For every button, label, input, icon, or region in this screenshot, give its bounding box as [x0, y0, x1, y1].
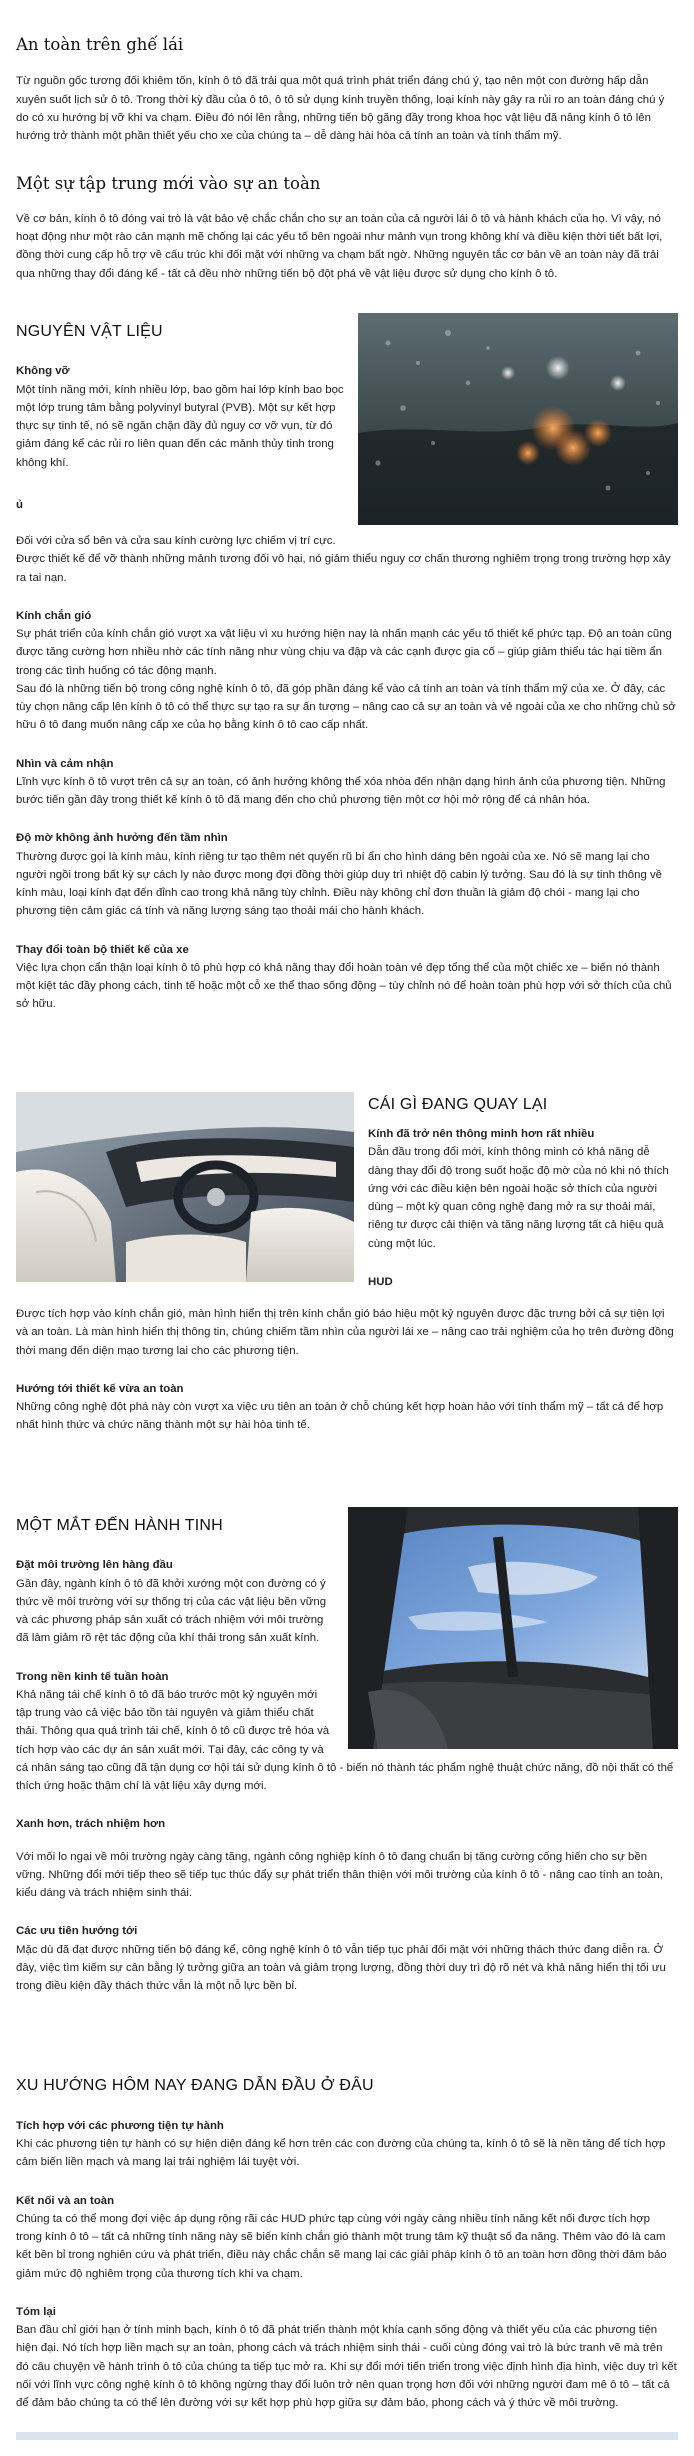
planet-item-heading: Đặt môi trường lên hàng đầu — [16, 1559, 173, 1572]
trends-item-heading: Kết nối và an toàn — [16, 2194, 115, 2207]
back-item-text: Những công nghệ đột phá này còn vượt xa việc ưu tiên an toàn ở chỗ chúng kết hợp hoàn hảo với tính thẩm mỹ – tất cả để hợp nhất hình thức và chức năng thành một sự hài hòa tinh tế. — [16, 1401, 664, 1432]
focus-title: Một sự tập trung mới vào sự an toàn — [16, 174, 321, 194]
trends-item-text: Khi các phương tiện tự hành có sự hiện diện đáng kể hơn trên các con đường của chúng ta, kính ô tô sẽ là nền tảng để tích hợp cảm biến liền mạch và mang lại trải nghiệm lái tuyệt vời. — [16, 2138, 666, 2169]
back-item-heading: Kính đã trở nên thông minh hơn rất nhiều — [368, 1128, 595, 1141]
back-item — [16, 1273, 678, 1360]
planet-item-heading: Các ưu tiên hướng tới — [16, 1925, 138, 1938]
materials-item — [16, 829, 678, 920]
materials-item-heading: Nhìn và cảm nhận — [16, 757, 114, 770]
trends-section — [16, 2073, 678, 2412]
planet-item-text: Với mối lo ngại về môi trường ngày càng tăng, ngành công nghiệp kính ô tô đang chuẩn bị tăng cường cống hiến cho sự bền vững. Những đổi mới tiếp theo sẽ tiếp tục thúc đẩy sự phát triển thân thiện với môi trường của kính ô tô - nâng cao tính an toàn, kiểu dáng và trách nhiệm sinh thái. — [16, 1850, 663, 1900]
trends-item — [16, 2117, 678, 2172]
trends-item-text: Chúng ta có thể mong đợi việc áp dụng rộng rãi các HUD phức tạp cùng với ngày càng nhiều tính năng kết nối được tích hợp trong kính ô tô – tất cả những tính năng này sẽ biến kính chắn gió thành một trung tâm kỹ thuật số đa năng. Thêm vào đó là cam kết bền bỉ trong nghiên cứu và phát triển, điều này chắc chắn sẽ mang lại các giải pháp kính ô tô an toàn hơn đồng thời đảm bảo giảm mức độ nghiêm trọng của thương tích khi va chạm. — [16, 2212, 667, 2280]
trends-item-text: Ban đầu chỉ giới hạn ở tính minh bạch, kính ô tô đã phát triển thành một khía cạnh sống động và thiết yếu của các phương tiện hiện đại. Nó tích hợp liền mạch sự an toàn, phong cách và trách nhiệm sinh thái - cuối cùng đóng vai trò là bức tranh vẽ mà trên đó câu chuyện về hành trình ô tô của chúng ta tiếp tục mở ra. Khi sự đổi mới tiến triển trong việc định hình địa hình, việc duy trì kết nối với lĩnh vực công nghệ kính ô tô không ngừng thay đổi luôn trở nên quan trọng hơn đối với những người đam mê ô tô – tất cả để đảm bảo chúng ta có thể lên đường với sự kết hợp phù hợp giữa sự đảm bảo, phong cách và ý thức về môi trường. — [16, 2324, 677, 2410]
materials-item — [16, 755, 678, 810]
materials-item-text-2: Sau đó là những tiến bộ trong công nghệ kính ô tô, đã góp phần đáng kể vào cả tính an toàn và tính thẩm mỹ của xe. Ở đây, các tùy chọn nâng cấp lên kính ô tô có thể thực sự tạo ra sự ấn tượng – nâng cao cả sự an toàn và vẻ ngoài của xe cho những chủ sở hữu ô tô đang muốn nâng cấp xe của họ bằng kính ô tô cao cấp nhất. — [16, 682, 676, 732]
focus-paragraph: Về cơ bản, kính ô tô đóng vai trò là vật bảo vệ chắc chắn cho sự an toàn của cả người lái ô tô và hành khách của họ. Vì vậy, nó hoạt động như một rào cản mạnh mẽ chống lại các yếu tố bên ngoài như mảnh vụn trong không khí và điều kiện thời tiết bất lợi, đồng thời cung cấp hỗ trợ về cấu trúc khi đối mặt với những va chạm bất ngờ. Những nguyên tắc cơ bản về an toàn này đã trải qua những thay đổi đáng kể - tất cả đều nhờ những tiến bộ đột phá về vật liệu được sử dụng cho kính ô tô. — [16, 212, 663, 280]
back-item-heading: HUD — [368, 1275, 393, 1288]
planet-item — [16, 1922, 678, 1995]
materials-item-heading: Thay đổi toàn bộ thiết kế của xe — [16, 943, 189, 956]
planet-title: MỘT MẮT ĐẾN HÀNH TINH — [16, 1516, 223, 1534]
planet-item — [16, 1815, 678, 1902]
materials-section — [16, 319, 678, 1014]
materials-item-heading: Kính chắn gió — [16, 609, 92, 622]
trends-item — [16, 2303, 678, 2413]
trends-item-heading: Tích hợp với các phương tiện tự hành — [16, 2119, 224, 2132]
materials-item-text: Sự phát triển của kính chắn gió vượt xa vật liệu vì xu hướng hiện nay là nhấn mạnh các yếu tố thiết kế phức tạp. Độ an toàn cũng được tăng cường hơn nhiều nhờ các tính năng như vùng chịu va đập và các cạnh được gia cố – giúp giảm thiểu tác hại tiềm ẩn trong các tình huống có tác động mạnh. — [16, 628, 672, 677]
planet-item-text: Khả năng tái chế kính ô tô đã báo trước một kỷ nguyên mới tập trung vào cả việc bảo tồn tài nguyên và giảm thiểu chất thải. Thông qua quá trình tái chế, kính ô tô cũ được trẻ hóa và tích hợp vào các dự án sản xuất mới. Tại đây, các công ty và cá nhân sáng tạo cũng đã tận dụng cơ hội tái sử dụng kính ô tô - biến nó thành tác phẩm nghệ thuật chức năng, đồ nội thất có thể thích ứng hoặc thậm chí là vật liệu xây dựng mới. — [16, 1688, 674, 1793]
materials-item-heading: ủ — [16, 498, 23, 511]
materials-item — [16, 941, 678, 1014]
materials-item-text: Lĩnh vực kính ô tô vượt trên cả sự an toàn, có ảnh hưởng không thể xóa nhòa đến nhận dạng hình ảnh của phương tiện. Những bước tiến gần đây trong thiết kế kính ô tô đã mang đến cho chủ phương tiện một cơ hội mở rộng để cá nhân hóa. — [16, 775, 666, 807]
planet-item-text: Mặc dù đã đạt được những tiến bộ đáng kể, công nghệ kính ô tô vẫn tiếp tục phải đối mặt với những thách thức đang diễn ra. Ở đây, việc tìm kiếm sự cân bằng lý tưởng giữa an toàn và giảm trọng lượng, đồng thời duy trì độ rõ nét và khả năng hiển thị tối ưu trong điều kiện đầy thách thức vẫn là một nỗ lực bền bỉ. — [16, 1943, 666, 1993]
back-item-text: Dẫn đầu trong đổi mới, kính thông minh có khả năng dễ dàng thay đổi độ trong suốt hoặc độ mờ của nó khi nó thích ứng với các điều kiện bên ngoài hoặc sở thích của người dùng – một kỳ quan công nghệ đang mở ra sự thoải mái, riêng tư được cải thiện và tăng năng lượng tất cả hiệu quả cùng một lúc. — [368, 1146, 669, 1250]
materials-item-heading: Không vỡ — [16, 365, 70, 378]
materials-title: NGUYÊN VẬT LIỆU — [16, 322, 163, 340]
intro-title: An toàn trên ghế lái — [16, 35, 184, 54]
materials-item-text: Một tính năng mới, kính nhiều lớp, bao gồm hai lớp kính bao bọc một lớp trung tâm bằng polyvinyl butyral (PVB). Một sự kết hợp thực sự tinh tế, nó sẽ ngăn chặn đầy đủ nguy cơ vỡ vụn, từ đó giảm đáng kể các rủi ro liên quan đến các mảnh thủy tinh trong không khí. — [16, 383, 344, 469]
footer-divider — [16, 2432, 678, 2440]
back-section — [16, 1092, 678, 1435]
panoramic-sunroof-image — [348, 1507, 678, 1749]
back-item-heading: Hướng tới thiết kế vừa an toàn — [16, 1382, 184, 1395]
back-item-text: Được tích hợp vào kính chắn gió, màn hình hiển thị trên kính chắn gió báo hiệu một kỷ nguyên được đặc trưng bởi cả sự tiện lợi và an toàn. Là màn hình hiển thị thông tin, chúng chiếm tầm nhìn của người lái xe – nâng cao trải nghiệm của họ trên đường đồng thời mang đến diện mạo tương lai cho các phương tiện. — [16, 1308, 674, 1357]
planet-item-heading: Xanh hơn, trách nhiệm hơn — [16, 1818, 166, 1831]
materials-item — [16, 607, 678, 735]
intro-paragraph: Từ nguồn gốc tương đối khiêm tốn, kính ô tô đã trải qua một quá trình phát triển đáng chú ý, tạo nên một con đường hấp dẫn xuyên suốt lịch sử ô tô. Trong thời kỳ đầu của ô tô, ô tô sử dụng kính truyền thống, loại kính này gây ra rủi ro an toàn đáng chú ý do có xu hướng bị vỡ khi va chạm. Điều đó nói lên rằng, những tiến bộ găng đầy trong khoa học vật liệu đã nâng kính ô tô lên hướng trở thành một phần thiết yếu cho xe của chúng ta – dễ dàng hài hòa cả tính an toàn và tính thẩm mỹ. — [16, 75, 665, 143]
materials-item-text: Thường được gọi là kính màu, kính riêng tư tạo thêm nét quyến rũ bí ẩn cho hình dáng bên ngoài của xe. Nó sẽ mang lại cho người ngồi trong bất kỳ sự cách ly nào được mong đợi đồng thời giúp duy trì nhiệt độ cabin lý tưởng. Sau đó là sự tinh thông về kính màu, loại kính đạt đến đỉnh cao trong khả năng tùy chỉnh. Điều này không chỉ đơn thuần là giảm độ chói - mang lại cho phương tiện cảm giác cá tính và năng lượng sáng tạo thoải mái cho hành khách. — [16, 850, 663, 918]
trends-item-heading: Tóm lại — [16, 2305, 56, 2318]
trends-item — [16, 2192, 678, 2283]
back-title: CÁI GÌ ĐANG QUAY LẠI — [368, 1095, 548, 1113]
materials-item-heading: Độ mờ không ảnh hưởng đến tầm nhìn — [16, 832, 228, 845]
materials-item-text: Việc lựa chọn cẩn thận loại kính ô tô phù hợp có khả năng thay đổi hoàn toàn vẻ đẹp tổng thể của một chiếc xe – biến nó thành một kiệt tác đầy phong cách, tinh tế hoặc một cỗ xe thể thao sống động – tùy chỉnh nó để hoàn toàn phù hợp với sở thích của chủ sở hữu. — [16, 961, 672, 1011]
rainy-windshield-image — [358, 313, 678, 525]
planet-item-text: Gần đây, ngành kính ô tô đã khởi xướng một con đường có ý thức về môi trường với sự thống trị của các vật liệu bền vững và các phương pháp sản xuất có trách nhiệm với môi trường đã làm giảm rõ rệt tác động của khí thải trong sản xuất kính. — [16, 1577, 327, 1645]
back-item — [16, 1380, 678, 1435]
planet-section — [16, 1513, 678, 1996]
materials-item-text: Đối với cửa sổ bên và cửa sau kính cường lực chiếm vị trí cực. Được thiết kế để vỡ thành những mảnh tương đối vô hại, nó giảm thiểu nguy cơ chấn thương nghiêm trọng trong trường hợp xảy ra tai nạn. — [16, 535, 671, 584]
car-interior-image — [16, 1092, 354, 1282]
trends-title: XU HƯỚNG HÔM NAY ĐANG DẪN ĐẦU Ở ĐÂU — [16, 2077, 374, 2095]
planet-item-heading: Trong nền kinh tế tuần hoàn — [16, 1670, 169, 1683]
